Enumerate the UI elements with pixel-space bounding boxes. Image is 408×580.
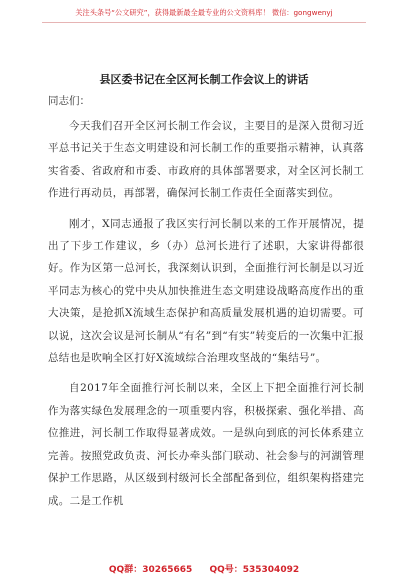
- paragraph: 自2017年全面推行河长制以来，全区上下把全面推行河长制作为落实绿色发展理念的一项重要内容，积极探索、强化举措、高位推进，河长制工作取得显著成效。一是纵向到底的河长体系建立完善。按照党政负责、河长办牵头部门联动、社会参与的河湖管理保护工作思路，从区级到村级河长全部配备到位，组织架构搭建完成。二是工作机: [48, 382, 364, 507]
- document-title: 县区委书记在全区河长制工作会议上的讲话: [99, 73, 309, 86]
- paragraph: 今天我们召开全区河长制工作会议，主要目的是深入贯彻习近平总书记关于生态文明建设和河长制工作的重要指示精神，认真落实省委、省政府和市委、市政府的具体部署要求，对全区河长制工作进行再动员，再部署，确保河长制工作责任全面落实到位。: [48, 120, 364, 200]
- qq-group-number: QQ群：30265665: [108, 565, 193, 575]
- header-banner: 关注头条号“公文研究”，获得最新最全最专业的公文资料库！ 微信：gongwenyj: [75, 8, 333, 17]
- salutation: 同志们：: [48, 95, 90, 107]
- paragraph: 刚才，X同志通报了我区实行河长制以来的工作开展情况，提出了下步工作建议，乡（办）总河长进行了述职，大家讲得都很好。作为区第一总河长，我深刻认识到，全面推行河长制是以习近平同志为核心的党中央从加快推进生态文明建设战略高度作出的重大决策，是抢抓X流域生态保护和高质量发展机遇的迫切需要。可以说，这次会议是河长制从“有名”到“有实”转变后的一次集中汇报总结也是吹响全区打好X流域综合治理攻坚战的“集结号”。: [48, 217, 364, 365]
- qq-number: QQ号：535304092: [209, 565, 300, 575]
- document-body: [48, 94, 364, 520]
- footer-contact: [0, 562, 408, 575]
- header-divider: [42, 22, 366, 23]
